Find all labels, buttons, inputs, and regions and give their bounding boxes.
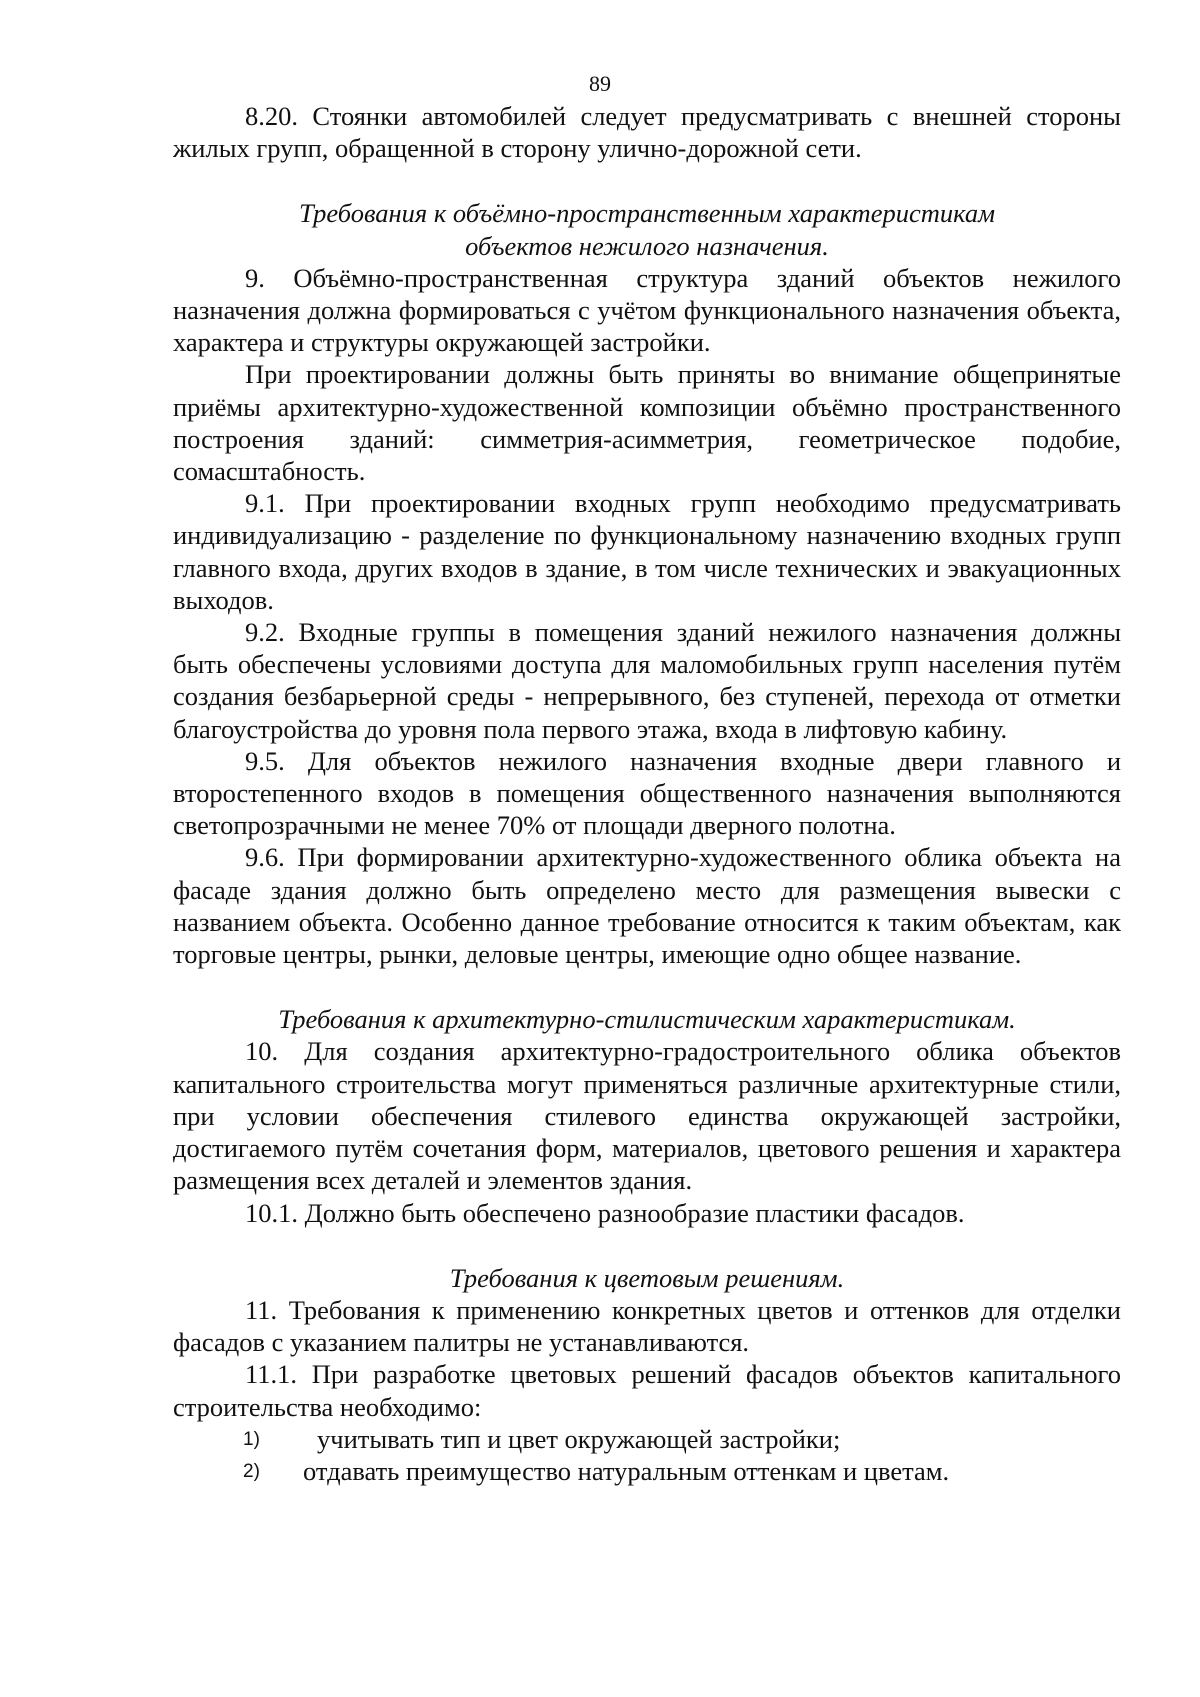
spacer bbox=[173, 970, 1121, 1003]
paragraph-9-continued: При проектировании должны быть приняты во внимание общепринятые приёмы архитектурно-художественной композиции объёмно пространственного построения зданий: симметрия-асимметрия, геометрическое подобие, сомасштабность. bbox=[173, 359, 1121, 487]
section-heading-architectural-style: Требования к архитектурно-стилистическим характеристикам. bbox=[278, 1004, 1016, 1035]
paragraph-9-1: 9.1. При проектировании входных групп необходимо предусматривать индивидуализацию - разделение по функциональному назначению входных групп главного входа, других входов в здание, в том числе технических и эвакуационных выходов. bbox=[173, 488, 1121, 615]
list-item-text: отдавать преимущество натуральным оттенкам и цветам. bbox=[303, 1455, 950, 1486]
document-body bbox=[173, 100, 1121, 1487]
paragraph-10: 10. Для создания архитектурно-градостроительного облика объектов капитального строительства могут применяться различные архитектурные стили, при условии обеспечения стилевого единства окружающей застройки, достигаемого путём сочетания форм, материалов, цветового решения и характера размещения всех деталей и элементов здания. bbox=[173, 1036, 1121, 1196]
paragraph-9-2: 9.2. Входные группы в помещения зданий нежилого назначения должны быть обеспечены условиями доступа для маломобильных групп населения путём создания безбарьерной среды - непрерывного, без ступеней, перехода от отметки благоустройства до уровня пола первого этажа, входа в лифтовую кабину. bbox=[173, 617, 1121, 744]
spacer bbox=[173, 164, 1121, 197]
paragraph-11-1: 11.1. При разработке цветовых решений фасадов объектов капитального строительства необходимо: bbox=[173, 1359, 1121, 1422]
list-item-number: 1) bbox=[243, 1428, 260, 1450]
paragraph-11: 11. Требования к применению конкретных цветов и оттенков для отделки фасадов с указанием палитры не устанавливаются. bbox=[173, 1294, 1121, 1358]
list-item-number: 2) bbox=[243, 1460, 260, 1482]
list-item bbox=[173, 1423, 1121, 1455]
paragraph-9: 9. Объёмно-пространственная структура зданий объектов нежилого назначения должна формироваться с учётом функционального назначения объекта, характера и структуры окружающей застройки. bbox=[173, 262, 1121, 358]
list-item-text: учитывать тип и цвет окружающей застройки; bbox=[317, 1423, 841, 1454]
paragraph-9-5: 9.5. Для объектов нежилого назначения входные двери главного и второстепенного входов в помещения общественного назначения выполняются светопрозрачными не менее 70% от площади дверного полотна. bbox=[173, 745, 1121, 841]
paragraph-8-20: 8.20. Стоянки автомобилей следует предусматривать с внешней стороны жилых групп, обращенной в сторону улично-дорожной сети. bbox=[173, 101, 1121, 164]
paragraph-9-6: 9.6. При формировании архитектурно-художественного облика объекта на фасаде здания должно быть определено место для размещения вывески с названием объекта. Особенно данное требование относится к таким объектам, как торговые центры, рынки, деловые центры, имеющие одно общее название. bbox=[173, 842, 1121, 970]
spacer bbox=[173, 1229, 1121, 1262]
section-heading-color-solutions: Требования к цветовым решениям. bbox=[449, 1262, 845, 1293]
page-number: 89 bbox=[589, 71, 611, 96]
paragraph-10-1: 10.1. Должно быть обеспечено разнообразие пластики фасадов. bbox=[245, 1197, 965, 1228]
list-item bbox=[173, 1455, 1121, 1487]
section-heading-volume-spatial-line1: Требования к объёмно-пространственным характеристикам bbox=[298, 198, 995, 229]
section-heading-volume-spatial-line2: объектов нежилого назначения. bbox=[465, 230, 829, 261]
